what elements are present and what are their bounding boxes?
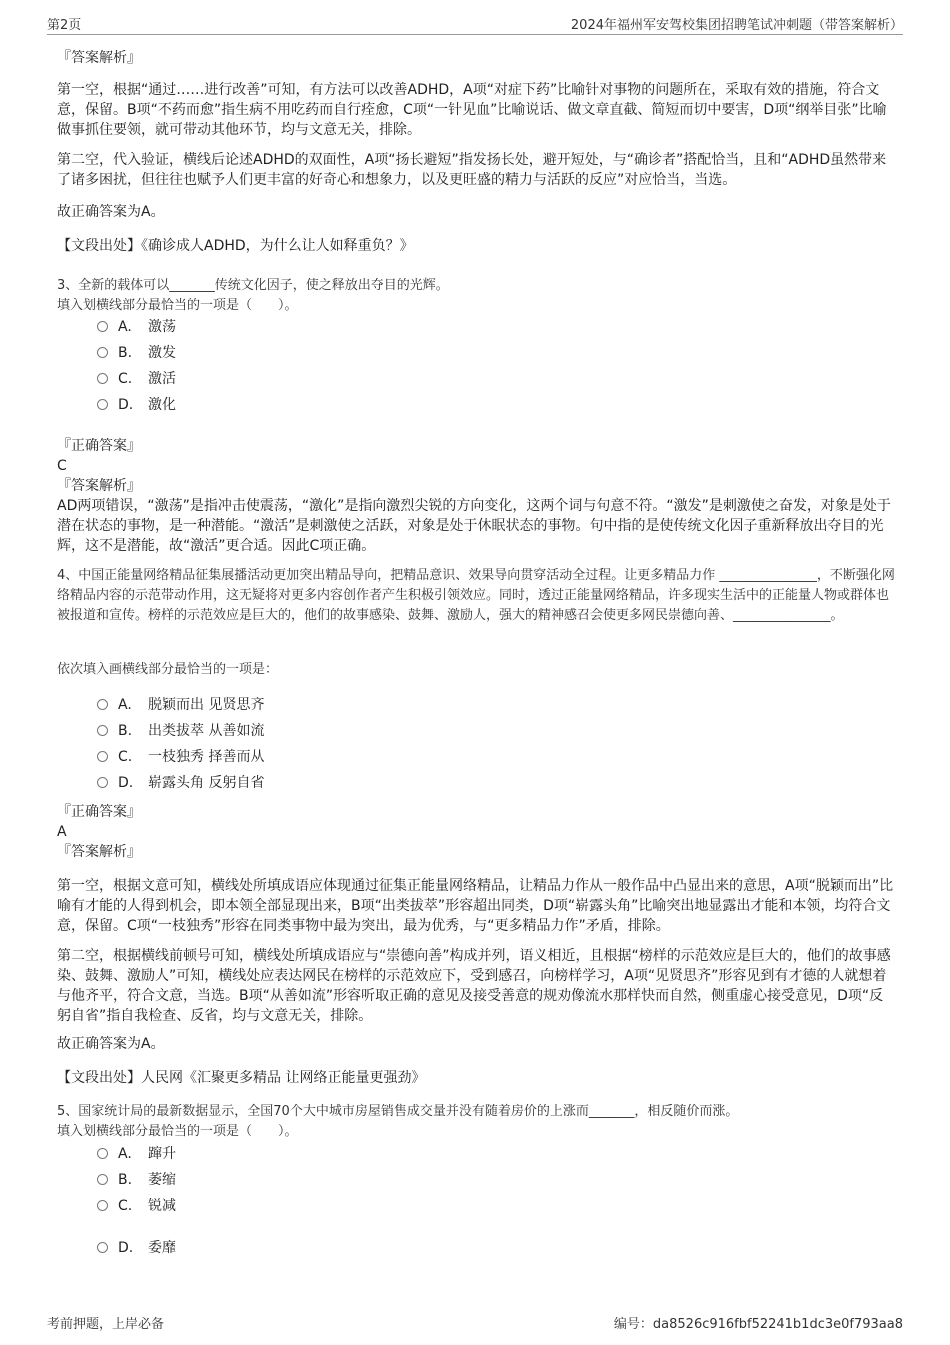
- q4-option-d[interactable]: D. 崭露头角 反躬自省: [97, 772, 264, 794]
- q2-analysis-label: 『答案解析』: [57, 50, 141, 66]
- q4-stem: 4、中国正能量网络精品征集展播活动更加突出精品导向，把精品意识、效果导向贯穿活动全过程。让更多精品力作 _______________，不断强化网络精品内容的示范带动作用，这无疑将对更多内容创作者产生积极引领效应。同时，透过正能量网络精品，许多现实生活中的正能量人物或群体也被报道和宣传。榜样的示范效应是巨大的，他们的故事感染、鼓舞、激励人，强大的精神感召会使更多网民崇德向善、_______________。: [57, 568, 895, 623]
- q4-prompt: 依次填入画横线部分最恰当的一项是：: [57, 662, 279, 677]
- q2-analysis-para1: 第一空，根据“通过……进行改善”可知，有方法可以改善ADHD，A项“对症下药”比喻针对事物的问题所在，采取有效的措施，符合文意，保留。B项“不药而愈”指生病不用吃药而自行痊愈，C项“一针见血”比喻说话、做文章直截、简短而切中要害，D项“纲举目张”比喻做事抓住要领，就可带动其他环节，均与文意无关，排除。: [57, 82, 887, 138]
- page-header: [47, 14, 903, 35]
- radio-icon[interactable]: [97, 373, 108, 384]
- radio-icon[interactable]: [97, 751, 108, 762]
- q5-option-d[interactable]: D. 委靡: [97, 1237, 176, 1259]
- document-title: 2024年福州军安驾校集团招聘笔试冲刺题（带答案解析）: [570, 18, 903, 33]
- q2-analysis-para2: 第二空，代入验证，横线后论述ADHD的双面性，A项“扬长避短”指发扬长处，避开短处，与“确诊者”搭配恰当，且和“ADHD虽然带来了诸多困扰，但往往也赋予人们更丰富的好奇心和想象力，以及更旺盛的精力与活跃的反应”对应恰当，当选。: [57, 152, 887, 188]
- q2-source: 【文段出处】《确诊成人ADHD，为什么让人如释重负？》: [57, 238, 414, 254]
- q3-prompt: 填入划横线部分最恰当的一项是（ ）。: [57, 298, 298, 313]
- q3-stem: 3、全新的载体可以_______传统文化因子，使之释放出夺目的光辉。: [57, 278, 449, 293]
- q4-analysis-para1: 第一空，根据文意可知，横线处所填成语应体现通过征集正能量网络精品，让精品力作从一般作品中凸显出来的意思，A项“脱颖而出”比喻有才能的人得到机会，即本领全部显现出来，B项“出类拔萃”形容超出同类，D项“崭露头角”比喻突出地显露出才能和本领，均符合文意，保留。C项“一枝独秀”形容在同类事物中最为突出，最为优秀，与“更多精品力作”矛盾，排除。: [57, 878, 894, 934]
- page-footer: [47, 1313, 903, 1331]
- radio-icon[interactable]: [97, 725, 108, 736]
- q5-option-b[interactable]: B. 萎缩: [97, 1169, 176, 1191]
- q3-answer-label: 『正确答案』: [57, 438, 141, 454]
- radio-icon[interactable]: [97, 1174, 108, 1185]
- footer-slogan: 考前押题，上岸必备: [47, 1317, 165, 1332]
- q3-analysis: AD两项错误，“激荡”是指冲击使震荡，“激化”是指向激烈尖锐的方向变化，这两个词与句意不符。“激发”是刺激使之奋发，对象是处于潜在状态的事物，是一种潜能。“激活”是刺激使之活跃，对象是处于休眠状态的事物。句中指的是使传统文化因子重新释放出夺目的光辉，这不是潜能，故“激活”更合适。因此C项正确。: [57, 498, 891, 554]
- document-id: 编号：da8526c916fbf52241b1dc3e0f793aa8: [613, 1317, 903, 1332]
- q2-conclusion: 故正确答案为A。: [57, 204, 165, 220]
- q4-option-c[interactable]: C. 一枝独秀 择善而从: [97, 746, 264, 768]
- q4-source: 【文段出处】人民网《汇聚更多精品 让网络正能量更强劲》: [57, 1070, 426, 1086]
- q3-option-d[interactable]: D. 激化: [97, 394, 176, 416]
- q3-option-b[interactable]: B. 激发: [97, 342, 176, 364]
- radio-icon[interactable]: [97, 347, 108, 358]
- q4-option-b[interactable]: B. 出类拔萃 从善如流: [97, 720, 264, 742]
- q3-answer: C: [57, 458, 67, 474]
- radio-icon[interactable]: [97, 399, 108, 410]
- q4-conclusion: 故正确答案为A。: [57, 1036, 165, 1052]
- radio-icon[interactable]: [97, 1242, 108, 1253]
- q5-prompt: 填入划横线部分最恰当的一项是（ ）。: [57, 1124, 298, 1139]
- q3-option-a[interactable]: A. 激荡: [97, 316, 176, 338]
- page-number: 第2页: [47, 18, 82, 33]
- q3-analysis-label: 『答案解析』: [57, 478, 141, 494]
- radio-icon[interactable]: [97, 1200, 108, 1211]
- q4-option-a[interactable]: A. 脱颖而出 见贤思齐: [97, 694, 264, 716]
- q5-option-c[interactable]: C. 锐减: [97, 1195, 176, 1217]
- q4-analysis-para2: 第二空，根据横线前顿号可知，横线处所填成语应与“崇德向善”构成并列，语义相近，且根据“榜样的示范效应是巨大的，他们的故事感染、鼓舞、激励人”可知，横线处应表达网民在榜样的示范效应下，受到感召，向榜样学习，A项“见贤思齐”形容见到有才德的人就想着与他齐平，符合文意，当选。B项“从善如流”形容听取正确的意见及接受善意的规劝像流水那样快而自然，侧重虚心接受意见，D项“反躬自省”指自我检查、反省，均与文意无关，排除。: [57, 948, 891, 1024]
- q4-analysis-label: 『答案解析』: [57, 844, 141, 860]
- q3-option-c[interactable]: C. 激活: [97, 368, 176, 390]
- radio-icon[interactable]: [97, 321, 108, 332]
- radio-icon[interactable]: [97, 1148, 108, 1159]
- radio-icon[interactable]: [97, 777, 108, 788]
- q5-option-a[interactable]: A. 蹿升: [97, 1143, 176, 1165]
- q4-answer-label: 『正确答案』: [57, 804, 141, 820]
- q4-answer: A: [57, 824, 67, 840]
- radio-icon[interactable]: [97, 699, 108, 710]
- q5-stem: 5、国家统计局的最新数据显示，全国70个大中城市房屋销售成交量并没有随着房价的上涨而_______，相反随价而涨。: [57, 1104, 739, 1119]
